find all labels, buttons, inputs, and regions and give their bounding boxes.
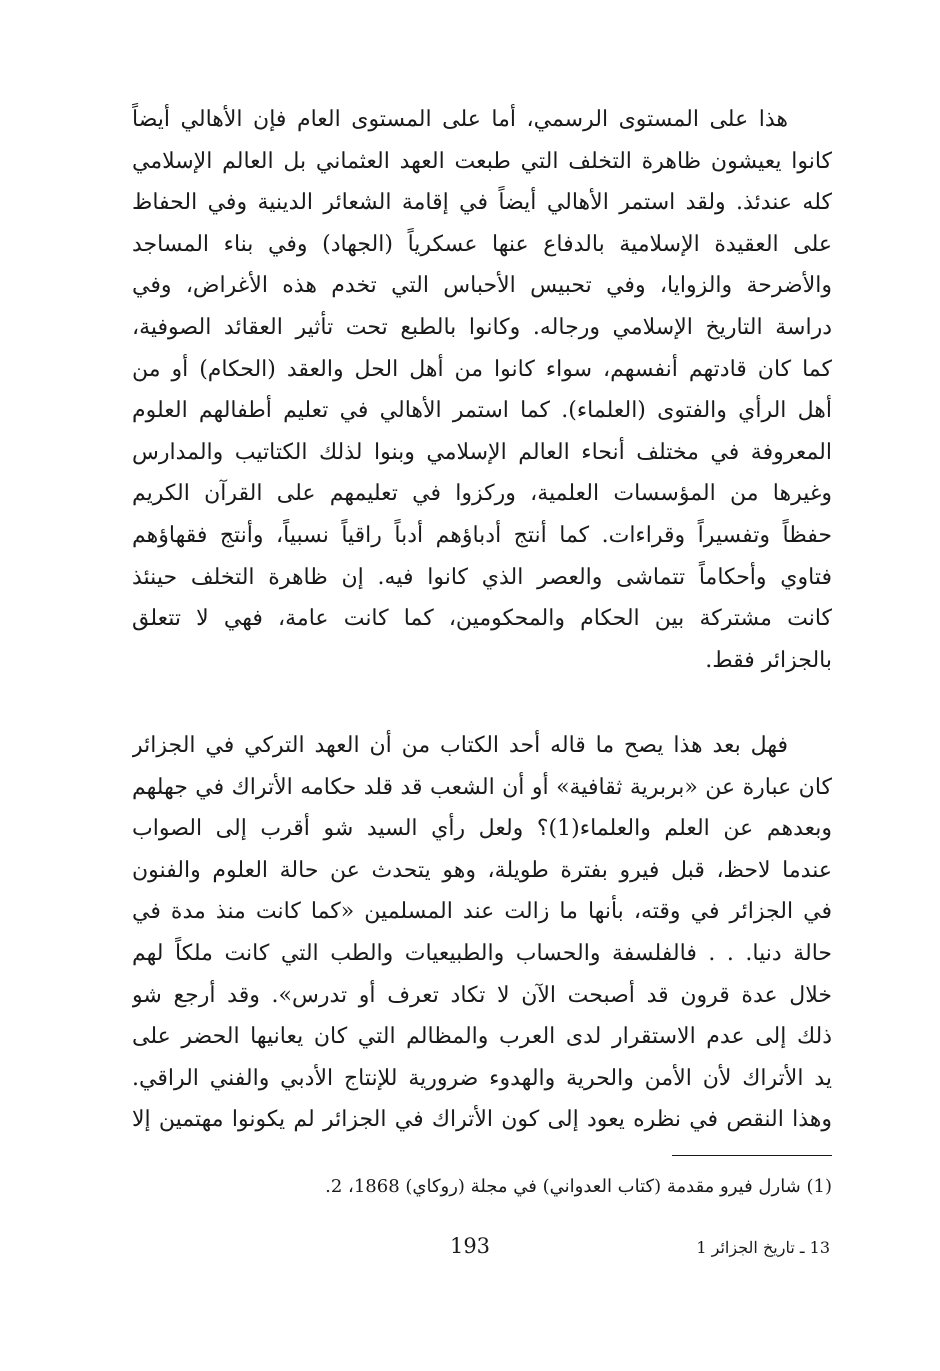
- text-line: هذا على المستوى الرسمي، أما على المستوى العام فإن الأهالي أيضاً: [132, 107, 788, 132]
- text-line: على العقيدة الإسلامية بالدفاع عنها عسكرياً (الجهاد) وفي بناء المساجد: [132, 231, 832, 257]
- text-line: عندما لاحظ، قبل فيرو بفترة طويلة، وهو يتحدث عن حالة العلوم والفنون: [132, 857, 832, 883]
- text-line: وهذا النقص في نظره يعود إلى كون الأتراك في الجزائر لم يكونوا مهتمين إلا: [132, 1107, 832, 1133]
- text-line: بالجزائر فقط.: [705, 647, 832, 673]
- text-line: المعروفة في مختلف أنحاء العالم الإسلامي وبنوا لذلك الكتاتيب والمدارس: [132, 439, 832, 465]
- footnote-divider: [672, 1155, 832, 1156]
- running-footer: 13 ـ تاريخ الجزائر 1: [696, 1238, 830, 1257]
- text-line: أهل الرأي والفتوى (العلماء). كما استمر الأهالي في تعليم أطفالهم العلوم: [132, 398, 832, 424]
- paragraph-1: [132, 99, 832, 681]
- text-line: فهل بعد هذا يصح ما قاله أحد الكتاب من أن العهد التركي في الجزائر: [132, 733, 788, 758]
- text-line: حفظاً وتفسيراً وقراءات. كما أنتج أدباؤهم أدباً راقياً نسبياً، وأنتج فقهاؤهم: [132, 522, 832, 548]
- text-line: وبعدهم عن العلم والعلماء(1)؟ ولعل رأي السيد شو أقرب إلى الصواب: [132, 816, 832, 842]
- text-line: حالة دنيا. . . فالفلسفة والحساب والطبيعيات والطب التي كانت ملكاً لهم: [132, 940, 832, 966]
- text-line: كانت مشتركة بين الحكام والمحكومين، كما كانت عامة، فهي لا تتعلق: [132, 606, 832, 632]
- text-line: كما كان قادتهم أنفسهم، سواء كانوا من أهل الحل والعقد (الحكام) أو من: [132, 356, 832, 382]
- text-line: خلال عدة قرون قد أصبحت الآن لا تكاد تعرف أو تدرس». وقد أرجع شو: [132, 982, 832, 1008]
- text-line: دراسة التاريخ الإسلامي ورجاله. وكانوا بالطبع تحت تأثير العقائد الصوفية،: [132, 314, 832, 340]
- text-line: في الجزائر في وقته، بأنها ما زالت عند المسلمين «كما كانت منذ مدة في: [132, 899, 832, 925]
- text-line: كانوا يعيشون ظاهرة التخلف التي طبعت العهد العثماني بل العالم الإسلامي: [132, 148, 832, 174]
- paragraph-2: [132, 725, 832, 1141]
- text-line: والأضرحة والزوايا، وفي تحبيس الأحباس التي تخدم هذه الأغراض، وفي: [132, 273, 832, 299]
- text-line: وغيرها من المؤسسات العلمية، وركزوا في تعليمهم على القرآن الكريم: [132, 481, 832, 507]
- page-number: 193: [449, 1234, 491, 1258]
- text-line: يد الأتراك لأن الأمن والحرية والهدوء ضرورية للإنتاج الأدبي والفني الراقي.: [132, 1065, 832, 1091]
- text-line: كان عبارة عن «بربرية ثقافية» أو أن الشعب قد قلد حكامه الأتراك في جهلهم: [132, 774, 832, 800]
- text-line: ذلك إلى عدم الاستقرار لدى العرب والمظالم التي كان يعانيها الحضر على: [132, 1024, 832, 1050]
- footnote: (1) شارل فيرو مقدمة (كتاب العدواني) في مجلة (روكاي) 1868، 2.: [325, 1176, 832, 1197]
- text-line: كله عندئذ. ولقد استمر الأهالي أيضاً في إقامة الشعائر الدينية وفي الحفاظ: [132, 190, 832, 216]
- text-line: فتاوي وأحكاماً تتماشى والعصر الذي كانوا فيه. إن ظاهرة التخلف حينئذ: [132, 564, 832, 590]
